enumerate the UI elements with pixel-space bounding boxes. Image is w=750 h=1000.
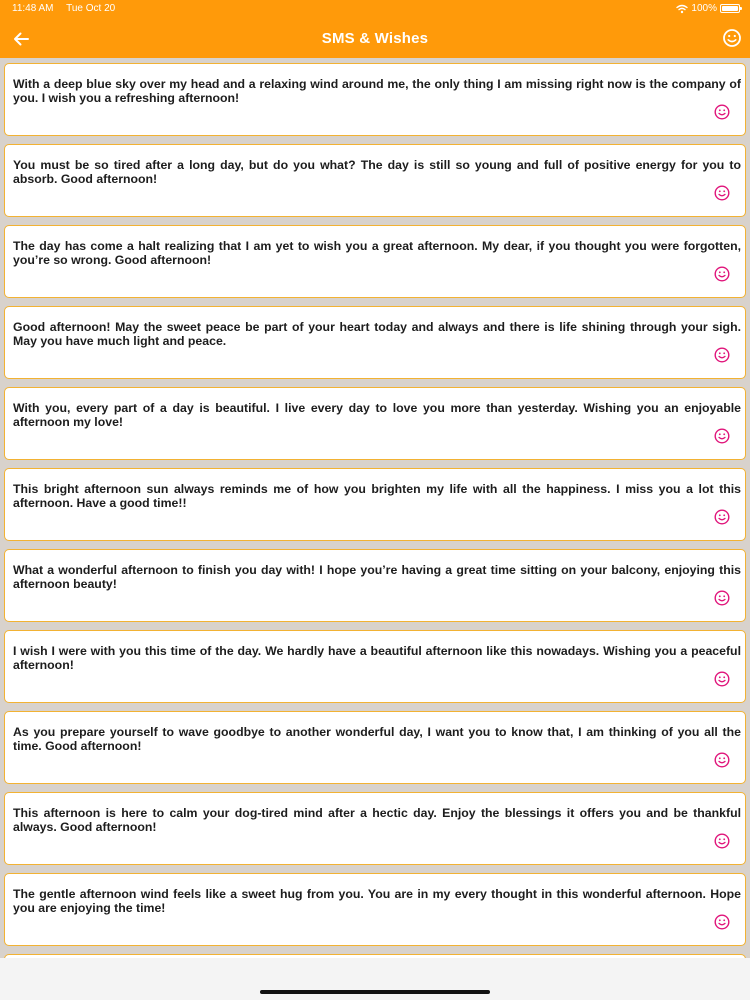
wish-card[interactable] (4, 630, 746, 703)
smiley-icon[interactable] (714, 185, 730, 201)
wish-card[interactable] (4, 306, 746, 379)
bottom-safe-area (0, 958, 750, 1000)
home-indicator[interactable] (260, 990, 490, 994)
wish-text: You must be so tired after a long day, but do you what? The day is still so young and full of positive energy for you to absorb. Good afternoon! (13, 158, 741, 186)
wish-text: This afternoon is here to calm your dog-tired mind after a hectic day. Enjoy the blessings it offers you and be thankful always. Good afternoon! (13, 806, 741, 834)
smiley-icon[interactable] (714, 509, 730, 525)
wish-card[interactable] (4, 549, 746, 622)
wish-text: I wish I were with you this time of the day. We hardly have a beautiful afternoon like this nowadays. Wishing you a peaceful afternoon! (13, 644, 741, 672)
status-time: 11:48 AM (12, 3, 54, 14)
status-date: Tue Oct 20 (66, 3, 116, 14)
smiley-icon[interactable] (714, 347, 730, 363)
battery-icon (720, 4, 740, 13)
battery-percent: 100% (691, 3, 717, 14)
wish-card[interactable] (4, 225, 746, 298)
smiley-icon[interactable] (714, 671, 730, 687)
wish-card[interactable] (4, 387, 746, 460)
status-bar-left (12, 3, 125, 14)
smiley-icon[interactable] (714, 833, 730, 849)
smiley-icon[interactable] (714, 914, 730, 930)
page-title: SMS & Wishes (321, 30, 429, 47)
wish-text: This bright afternoon sun always reminds me of how you brighten my life with all the happiness. I miss you a lot this afternoon. Have a good time!! (13, 482, 741, 510)
smiley-icon[interactable] (714, 266, 730, 282)
smiley-icon[interactable] (714, 104, 730, 120)
smiley-icon[interactable] (714, 428, 730, 444)
smiley-icon[interactable] (714, 752, 730, 768)
wish-card[interactable] (4, 873, 746, 946)
status-bar-right (676, 3, 740, 14)
smiley-icon[interactable] (714, 590, 730, 606)
wish-list[interactable] (0, 58, 750, 958)
wish-text: Good afternoon! May the sweet peace be part of your heart today and always and there is life shining through your sigh. May you have much light and peace. (13, 320, 741, 348)
wish-card[interactable] (4, 792, 746, 865)
wish-text: The gentle afternoon wind feels like a sweet hug from you. You are in my every thought in this wonderful afternoon. Hope you are enjoying the time! (13, 887, 741, 915)
smiley-icon[interactable] (722, 28, 742, 48)
wish-text: With a deep blue sky over my head and a relaxing wind around me, the only thing I am missing right now is the company of you. I wish you a refreshing afternoon! (13, 77, 741, 105)
wish-text: With you, every part of a day is beautiful. I live every day to love you more than yesterday. Wishing you an enjoyable afternoon my love! (13, 401, 741, 429)
app-header (0, 0, 750, 58)
wish-text: The day has come a halt realizing that I am yet to wish you a great afternoon. My dear, if you thought you were forgotten, you’re so wrong. Good afternoon! (13, 239, 741, 267)
wish-card[interactable] (4, 468, 746, 541)
wifi-icon (676, 4, 688, 14)
wish-card[interactable] (4, 711, 746, 784)
wish-card[interactable] (4, 63, 746, 136)
wish-card[interactable] (4, 144, 746, 217)
wish-text: As you prepare yourself to wave goodbye to another wonderful day, I want you to know that, I am thinking of you all the time. Good afternoon! (13, 725, 741, 753)
wish-text: What a wonderful afternoon to finish you day with! I hope you’re having a great time sitting on your balcony, enjoying this afternoon beauty! (13, 563, 741, 591)
